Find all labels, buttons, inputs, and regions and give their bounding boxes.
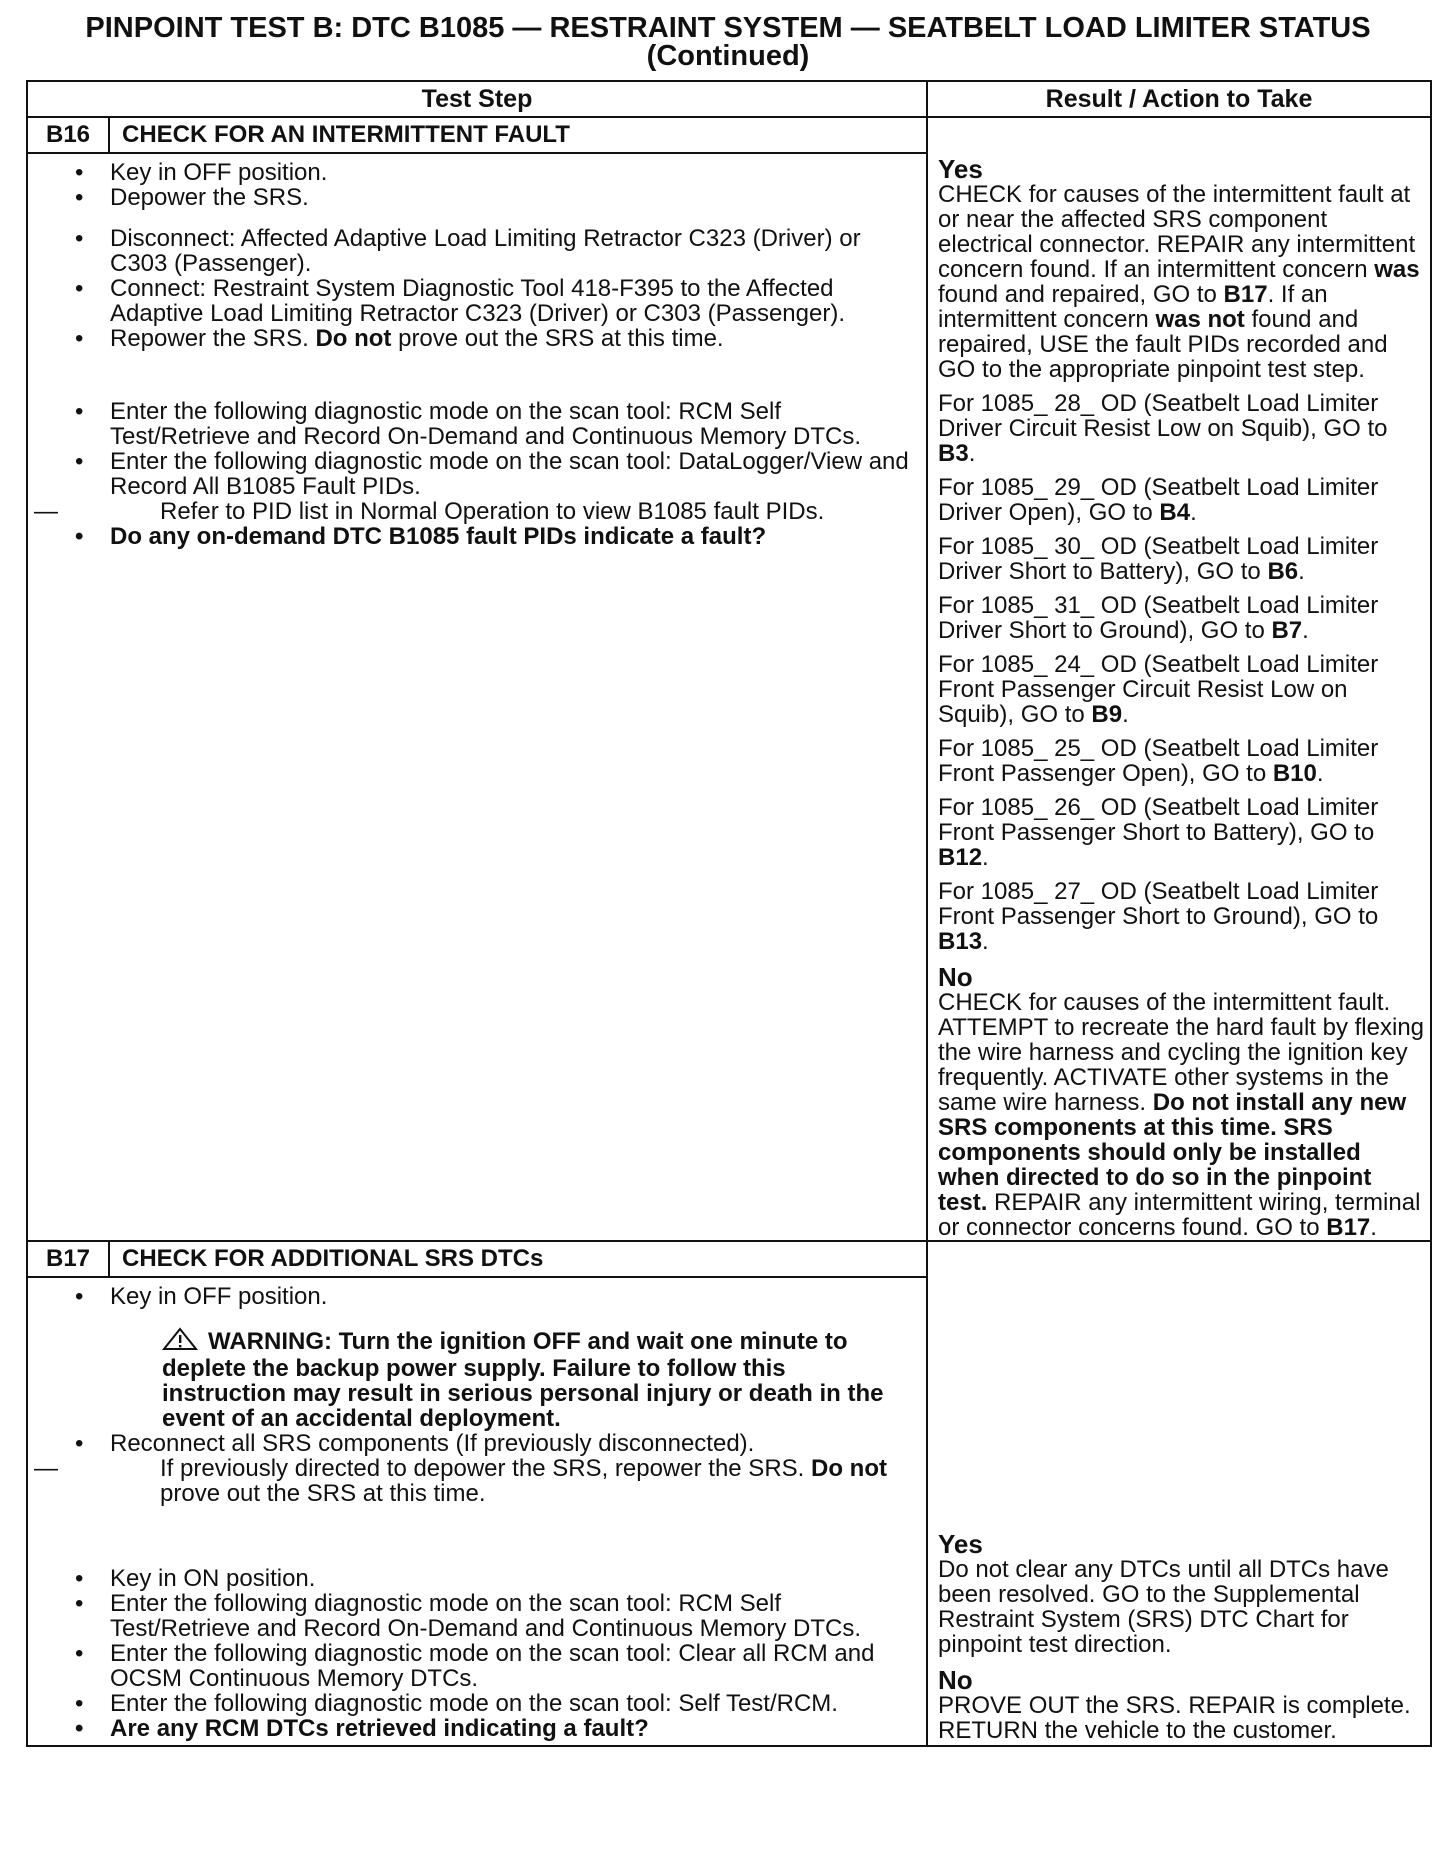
step-id: B16	[27, 117, 109, 153]
step-title: CHECK FOR ADDITIONAL SRS DTCs	[109, 1241, 927, 1277]
sub-list-item: — If previously directed to depower the SRS, repower the SRS. Do not prove out the SRS at this time.	[28, 1456, 916, 1506]
fault-pid-item: For 1085_ 25_ OD (Seatbelt Load Limiter Front Passenger Open), GO to B10.	[938, 735, 1379, 787]
header-result: Result / Action to Take	[927, 81, 1431, 117]
pinpoint-test-table	[26, 80, 1432, 1747]
warning-triangle-icon	[162, 1327, 198, 1356]
no-label: No	[938, 1665, 973, 1695]
step-question: • Are any RCM DTCs retrieved indicating a fault?	[110, 1716, 916, 1741]
fault-pid-item: For 1085_ 30_ OD (Seatbelt Load Limiter Driver Short to Battery), GO to B6.	[938, 533, 1379, 585]
list-item: • Key in OFF position.	[110, 1284, 916, 1309]
page-title	[0, 14, 1456, 70]
fault-pid-list	[938, 391, 1424, 954]
warning-block: WARNING: Turn the ignition OFF and wait one minute to deplete the backup power supply. Failure to follow this instruction may result in serious personal injury or death in the event of an accidental deployment.	[162, 1328, 884, 1432]
list-item: • Connect: Restraint System Diagnostic Tool 418-F395 to the Affected Adaptive Load Limiting Retractor C323 (Driver) or C303 (Passenger).	[110, 276, 916, 326]
step-b16-title-row	[27, 117, 1431, 153]
result-cell-b17	[927, 1241, 1431, 1746]
list-item: • Key in OFF position.	[110, 160, 916, 185]
yes-label: Yes	[938, 154, 983, 184]
fault-pid-item: For 1085_ 31_ OD (Seatbelt Load Limiter Driver Short to Ground), GO to B7.	[938, 592, 1379, 644]
yes-action: Do not clear any DTCs until all DTCs have been resolved. GO to the Supplemental Restraint System (SRS) DTC Chart for pinpoint test direction.	[938, 1556, 1389, 1658]
yes-label: Yes	[938, 1529, 983, 1559]
fault-pid-item: For 1085_ 28_ OD (Seatbelt Load Limiter Driver Circuit Resist Low on Squib), GO to B3.	[938, 390, 1388, 467]
list-item: • Reconnect all SRS components (If previously disconnected). — If previously directed to depower the SRS, repower the SRS. Do not prove out the SRS at this time.	[110, 1431, 916, 1506]
fault-pid-item: For 1085_ 29_ OD (Seatbelt Load Limiter Driver Open), GO to B4.	[938, 474, 1379, 526]
list-item: • Enter the following diagnostic mode on the scan tool: Clear all RCM and OCSM Continuous Memory DTCs.	[110, 1641, 916, 1691]
list-item: • Enter the following diagnostic mode on the scan tool: RCM Self Test/Retrieve and Record On-Demand and Continuous Memory DTCs.	[110, 1591, 916, 1641]
step-question: • Do any on-demand DTC B1085 fault PIDs indicate a fault?	[110, 524, 916, 549]
fault-pid-item: For 1085_ 26_ OD (Seatbelt Load Limiter Front Passenger Short to Battery), GO to B12.	[938, 794, 1379, 871]
title-line-1: PINPOINT TEST B: DTC B1085 — RESTRAINT SYSTEM — SEATBELT LOAD LIMITER STATUS	[85, 12, 1371, 44]
list-item: • Disconnect: Affected Adaptive Load Limiting Retractor C323 (Driver) or C303 (Passenger).	[110, 226, 916, 276]
no-action: PROVE OUT the SRS. REPAIR is complete. RETURN the vehicle to the customer.	[938, 1692, 1411, 1744]
list-item: • Repower the SRS. Do not prove out the SRS at this time.	[110, 326, 916, 351]
step-b17-title-row	[27, 1241, 1431, 1277]
result-cell-b16	[927, 117, 1431, 1241]
list-item: • Enter the following diagnostic mode on the scan tool: Self Test/RCM.	[110, 1691, 916, 1716]
step-b17-instructions	[27, 1277, 927, 1746]
title-line-2: (Continued)	[646, 40, 810, 72]
fault-pid-item: For 1085_ 27_ OD (Seatbelt Load Limiter Front Passenger Short to Ground), GO to B13.	[938, 878, 1379, 955]
list-item: • Enter the following diagnostic mode on the scan tool: DataLogger/View and Record All B1085 Fault PIDs. — Refer to PID list in Normal Operation to view B1085 fault PIDs.	[110, 449, 916, 524]
no-label: No	[938, 962, 973, 992]
yes-action: CHECK for causes of the intermittent fault at or near the affected SRS component electrical connector. REPAIR any intermittent concern found. If an intermittent concern was found and repaired, GO to B17. If an intermittent concern was not found and repaired, USE the fault PIDs recorded and GO to the appropriate pinpoint test step.	[938, 181, 1420, 383]
list-item: • Depower the SRS.	[110, 185, 916, 210]
list-item: • Enter the following diagnostic mode on the scan tool: RCM Self Test/Retrieve and Record On-Demand and Continuous Memory DTCs.	[110, 399, 916, 449]
fault-pid-item: For 1085_ 24_ OD (Seatbelt Load Limiter Front Passenger Circuit Resist Low on Squib), GO to B9.	[938, 651, 1379, 728]
table-header-row	[27, 81, 1431, 117]
list-item: • Key in ON position.	[110, 1566, 916, 1591]
step-b16-instructions	[27, 153, 927, 1241]
step-id: B17	[27, 1241, 109, 1277]
header-test-step: Test Step	[27, 81, 927, 117]
no-action: CHECK for causes of the intermittent fault. ATTEMPT to recreate the hard fault by flexing the wire harness and cycling the ignition key frequently. ACTIVATE other systems in the same wire harness. Do not install any new SRS components at this time. SRS components should only be installed when directed to do so in the pinpoint test. REPAIR any intermittent wiring, terminal or connector concerns found. GO to B17.	[938, 989, 1425, 1241]
step-title: CHECK FOR AN INTERMITTENT FAULT	[109, 117, 927, 153]
sub-list-item: — Refer to PID list in Normal Operation to view B1085 fault PIDs.	[28, 499, 916, 524]
